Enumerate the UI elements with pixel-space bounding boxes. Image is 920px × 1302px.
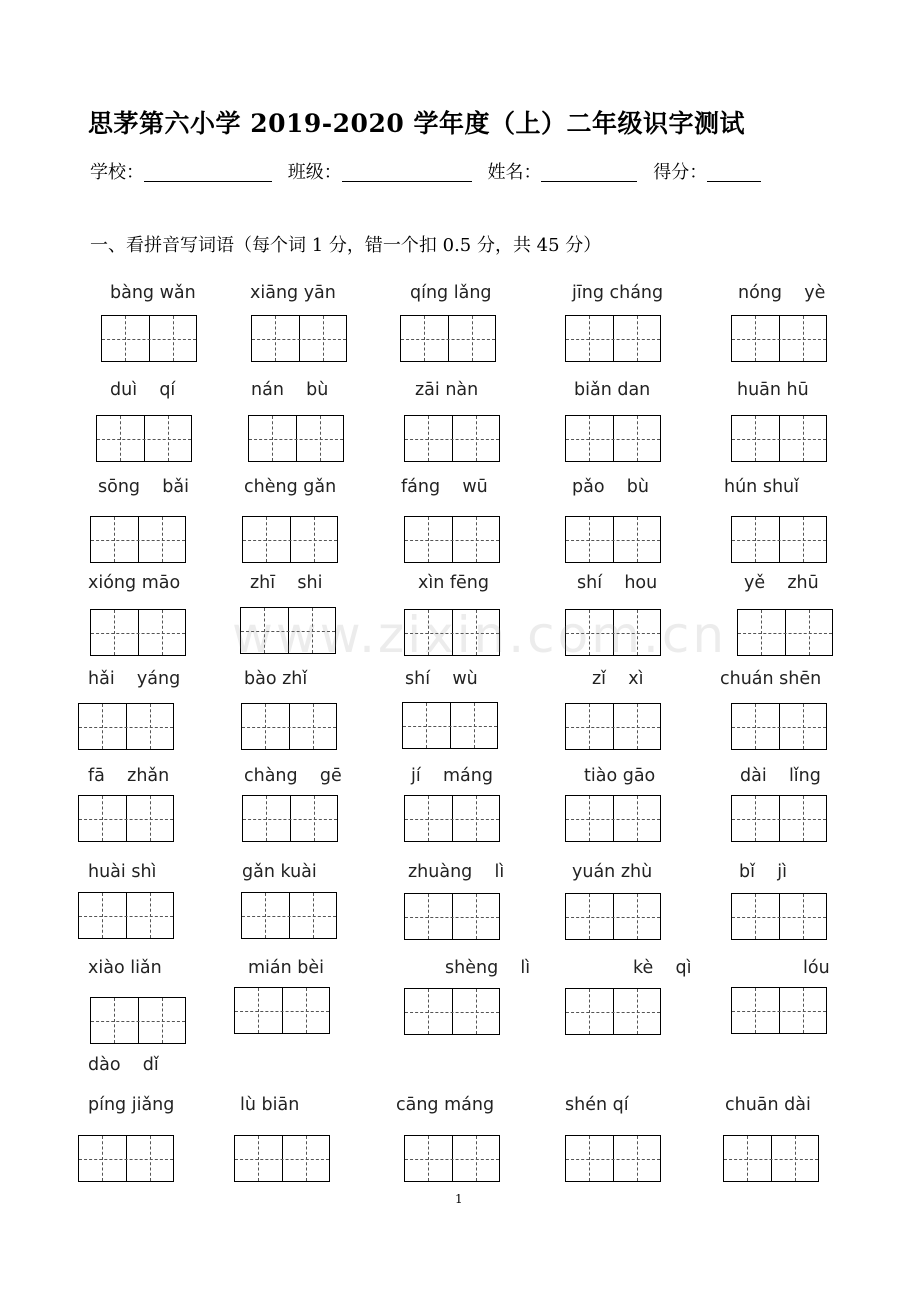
pinyin-label: xìn fēng [418, 573, 489, 593]
pinyin-label: huài shì [88, 862, 157, 882]
pinyin-label: shèng lì [445, 958, 531, 978]
writing-grid[interactable] [731, 893, 827, 940]
writing-grid[interactable] [731, 516, 827, 563]
student-info-line [90, 158, 771, 184]
pinyin-label: dài lǐng [740, 766, 821, 786]
writing-grid[interactable] [731, 703, 827, 750]
pinyin-label: yuán zhù [572, 862, 653, 882]
writing-grid[interactable] [234, 987, 330, 1034]
pinyin-label: gǎn kuài [242, 862, 317, 882]
page-title: 思茅第六小学 2019-2020 学年度（上）二年级识字测试 [88, 109, 745, 138]
pinyin-label: lù biān [240, 1095, 300, 1115]
writing-grid[interactable] [402, 702, 498, 749]
school-blank[interactable] [144, 163, 272, 182]
page-number: 1 [455, 1192, 463, 1206]
pinyin-label: hǎi yáng [88, 669, 181, 689]
pinyin-label: chèng gǎn [244, 477, 337, 497]
pinyin-label: bào zhǐ [244, 669, 308, 689]
writing-grid[interactable] [404, 415, 500, 462]
pinyin-label: chàng gē [244, 766, 342, 786]
pinyin-label: huān hū [737, 380, 809, 400]
pinyin-label: sōng bǎi [98, 477, 189, 497]
class-blank[interactable] [342, 163, 472, 182]
writing-grid[interactable] [404, 795, 500, 842]
name-blank[interactable] [541, 163, 637, 182]
school-label: 学校： [90, 162, 144, 183]
writing-grid[interactable] [737, 609, 833, 656]
pinyin-label: yě zhū [744, 573, 819, 593]
pinyin-label: biǎn dan [574, 380, 651, 400]
pinyin-label: bàng wǎn [110, 283, 196, 303]
pinyin-label: jí máng [411, 766, 493, 786]
writing-grid[interactable] [78, 795, 174, 842]
pinyin-label: lóu [803, 958, 830, 978]
writing-grid[interactable] [565, 988, 661, 1035]
pinyin-label: nán bù [251, 380, 329, 400]
writing-grid[interactable] [234, 1135, 330, 1182]
writing-grid[interactable] [565, 703, 661, 750]
pinyin-label: zhī shi [250, 573, 323, 593]
writing-grid[interactable] [78, 703, 174, 750]
writing-grid[interactable] [565, 315, 661, 362]
pinyin-label: tiào gāo [584, 766, 656, 786]
pinyin-label: fáng wū [401, 477, 488, 497]
section-heading: 一、看拼音写词语（每个词 1 分，错一个扣 0.5 分，共 45 分） [90, 235, 602, 256]
pinyin-label: zǐ xì [592, 669, 644, 689]
pinyin-label: xiào liǎn [88, 958, 162, 978]
writing-grid[interactable] [404, 1135, 500, 1182]
name-label: 姓名： [487, 162, 542, 183]
writing-grid[interactable] [242, 516, 338, 563]
writing-grid[interactable] [731, 987, 827, 1034]
writing-grid[interactable] [90, 997, 186, 1044]
pinyin-label: qíng lǎng [410, 283, 492, 303]
writing-grid[interactable] [565, 893, 661, 940]
writing-grid[interactable] [565, 415, 661, 462]
class-label: 班级： [287, 162, 342, 183]
writing-grid[interactable] [731, 795, 827, 842]
writing-grid[interactable] [251, 315, 347, 362]
pinyin-label: píng jiǎng [88, 1095, 175, 1115]
writing-grid[interactable] [565, 1135, 661, 1182]
pinyin-label: cāng máng [396, 1095, 495, 1115]
writing-grid[interactable] [731, 315, 827, 362]
pinyin-label: duì qí [110, 380, 176, 400]
writing-grid[interactable] [90, 516, 186, 563]
pinyin-label: jīng cháng [572, 283, 664, 303]
writing-grid[interactable] [731, 415, 827, 462]
writing-grid[interactable] [241, 892, 337, 939]
writing-grid[interactable] [404, 516, 500, 563]
pinyin-label: chuān dài [725, 1095, 811, 1115]
watermark: www.zixin.com.cn [232, 606, 728, 664]
pinyin-label: hún shuǐ [724, 477, 799, 497]
pinyin-label: nóng yè [738, 283, 826, 303]
writing-grid[interactable] [242, 795, 338, 842]
pinyin-label: zāi nàn [415, 380, 479, 400]
pinyin-label: zhuàng lì [408, 862, 505, 882]
writing-grid[interactable] [241, 703, 337, 750]
writing-grid[interactable] [90, 609, 186, 656]
writing-grid[interactable] [78, 892, 174, 939]
pinyin-label: dào dǐ [88, 1055, 159, 1075]
pinyin-label: shí hou [577, 573, 658, 593]
writing-grid[interactable] [101, 315, 197, 362]
writing-grid[interactable] [400, 315, 496, 362]
pinyin-label: bǐ jì [739, 862, 787, 882]
pinyin-label: shí wù [405, 669, 478, 689]
score-blank[interactable] [707, 163, 761, 182]
writing-grid[interactable] [248, 415, 344, 462]
writing-grid[interactable] [78, 1135, 174, 1182]
writing-grid[interactable] [723, 1135, 819, 1182]
writing-grid[interactable] [96, 415, 192, 462]
pinyin-label: xiāng yān [250, 283, 336, 303]
pinyin-label: pǎo bù [572, 477, 649, 497]
writing-grid[interactable] [565, 795, 661, 842]
pinyin-label: chuán shēn [720, 669, 822, 689]
writing-grid[interactable] [404, 988, 500, 1035]
pinyin-label: shén qí [565, 1095, 629, 1115]
pinyin-label: kè qì [633, 958, 692, 978]
pinyin-label: mián bèi [248, 958, 325, 978]
score-label: 得分： [653, 162, 708, 183]
writing-grid[interactable] [565, 516, 661, 563]
pinyin-label: fā zhǎn [88, 766, 170, 786]
pinyin-label: xióng māo [88, 573, 181, 593]
writing-grid[interactable] [404, 893, 500, 940]
